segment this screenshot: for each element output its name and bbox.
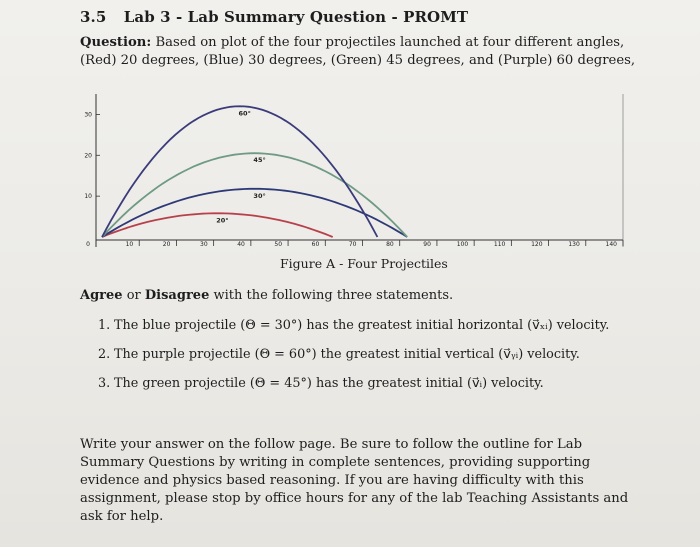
agree-disagree-line <box>80 288 453 303</box>
section-heading <box>80 8 468 26</box>
x-tick-label: 80 <box>386 241 394 248</box>
x-tick-label: 10 <box>125 241 134 248</box>
x-tick-label: 110 <box>493 241 506 248</box>
question-paragraph <box>80 34 640 70</box>
angle-label: 45° <box>253 156 266 165</box>
y-tick-label: 10 <box>84 193 92 201</box>
or-word: or <box>126 288 141 303</box>
y-tick-label: 30 <box>84 111 92 119</box>
x-tick-label: 20 <box>162 241 171 248</box>
x-tick-label: 90 <box>423 241 431 248</box>
statement-number: 2. <box>98 347 111 362</box>
statement-text: The green projectile (Θ = 45°) has the greatest initial (v⃗ᵢ) velocity. <box>114 376 544 391</box>
x-tick-label: 40 <box>237 241 245 248</box>
angle-label: 20° <box>216 216 229 225</box>
statement-item <box>98 376 609 405</box>
x-tick-label: 120 <box>531 241 543 248</box>
x-tick-label: 100 <box>456 241 469 248</box>
angle-label: 30° <box>253 191 266 200</box>
statement-item <box>98 318 609 347</box>
section-number: 3.5 <box>80 8 107 26</box>
projectile-chart <box>0 90 700 260</box>
question-text: Based on plot of the four projectiles launched at four different angles, (Red) 20 degrees, (Blue) 30 degrees, (Green) 45 degrees, and (Purple) 60 degrees, <box>80 35 636 68</box>
trajectory-purple <box>102 106 377 237</box>
section-title: Lab 3 - Lab Summary Question - PROMT <box>123 8 469 26</box>
statement-text: The blue projectile (Θ = 30°) has the greatest initial horizontal (v⃗ₓᵢ) velocity. <box>114 318 610 333</box>
statement-item <box>98 347 609 376</box>
question-label: Question: <box>80 35 152 50</box>
instructions-paragraph: Write your answer on the follow page. Be sure to follow the outline for Lab Summary Questions by writing in complete sentences, providing supporting evidence and physics based reasoning. If you are having difficulty with this assignment, please stop by office hours for any of the lab Teaching Assistants and ask for help. <box>80 437 629 524</box>
x-tick-label: 70 <box>348 241 357 248</box>
x-tick-label: 50 <box>274 241 283 248</box>
statement-number: 1. <box>98 318 111 333</box>
y-tick-label: 20 <box>84 152 92 160</box>
agree-word: Agree <box>80 288 123 303</box>
x-tick-label: 130 <box>568 241 580 248</box>
statement-number: 3. <box>98 376 111 391</box>
x-tick-label: 60 <box>311 241 320 248</box>
disagree-word: Disagree <box>144 288 210 303</box>
x-tick-label: 0 <box>86 241 90 248</box>
agree-rest: with the following three statements. <box>213 288 454 303</box>
angle-label: 60° <box>238 109 251 118</box>
x-tick-label: 140 <box>605 241 617 248</box>
statement-list <box>98 318 609 405</box>
statement-text: The purple projectile (Θ = 60°) the greatest initial vertical (v⃗ᵧᵢ) velocity. <box>114 347 580 362</box>
figure-caption: Figure A - Four Projectiles <box>280 256 448 271</box>
x-tick-label: 30 <box>200 241 208 248</box>
